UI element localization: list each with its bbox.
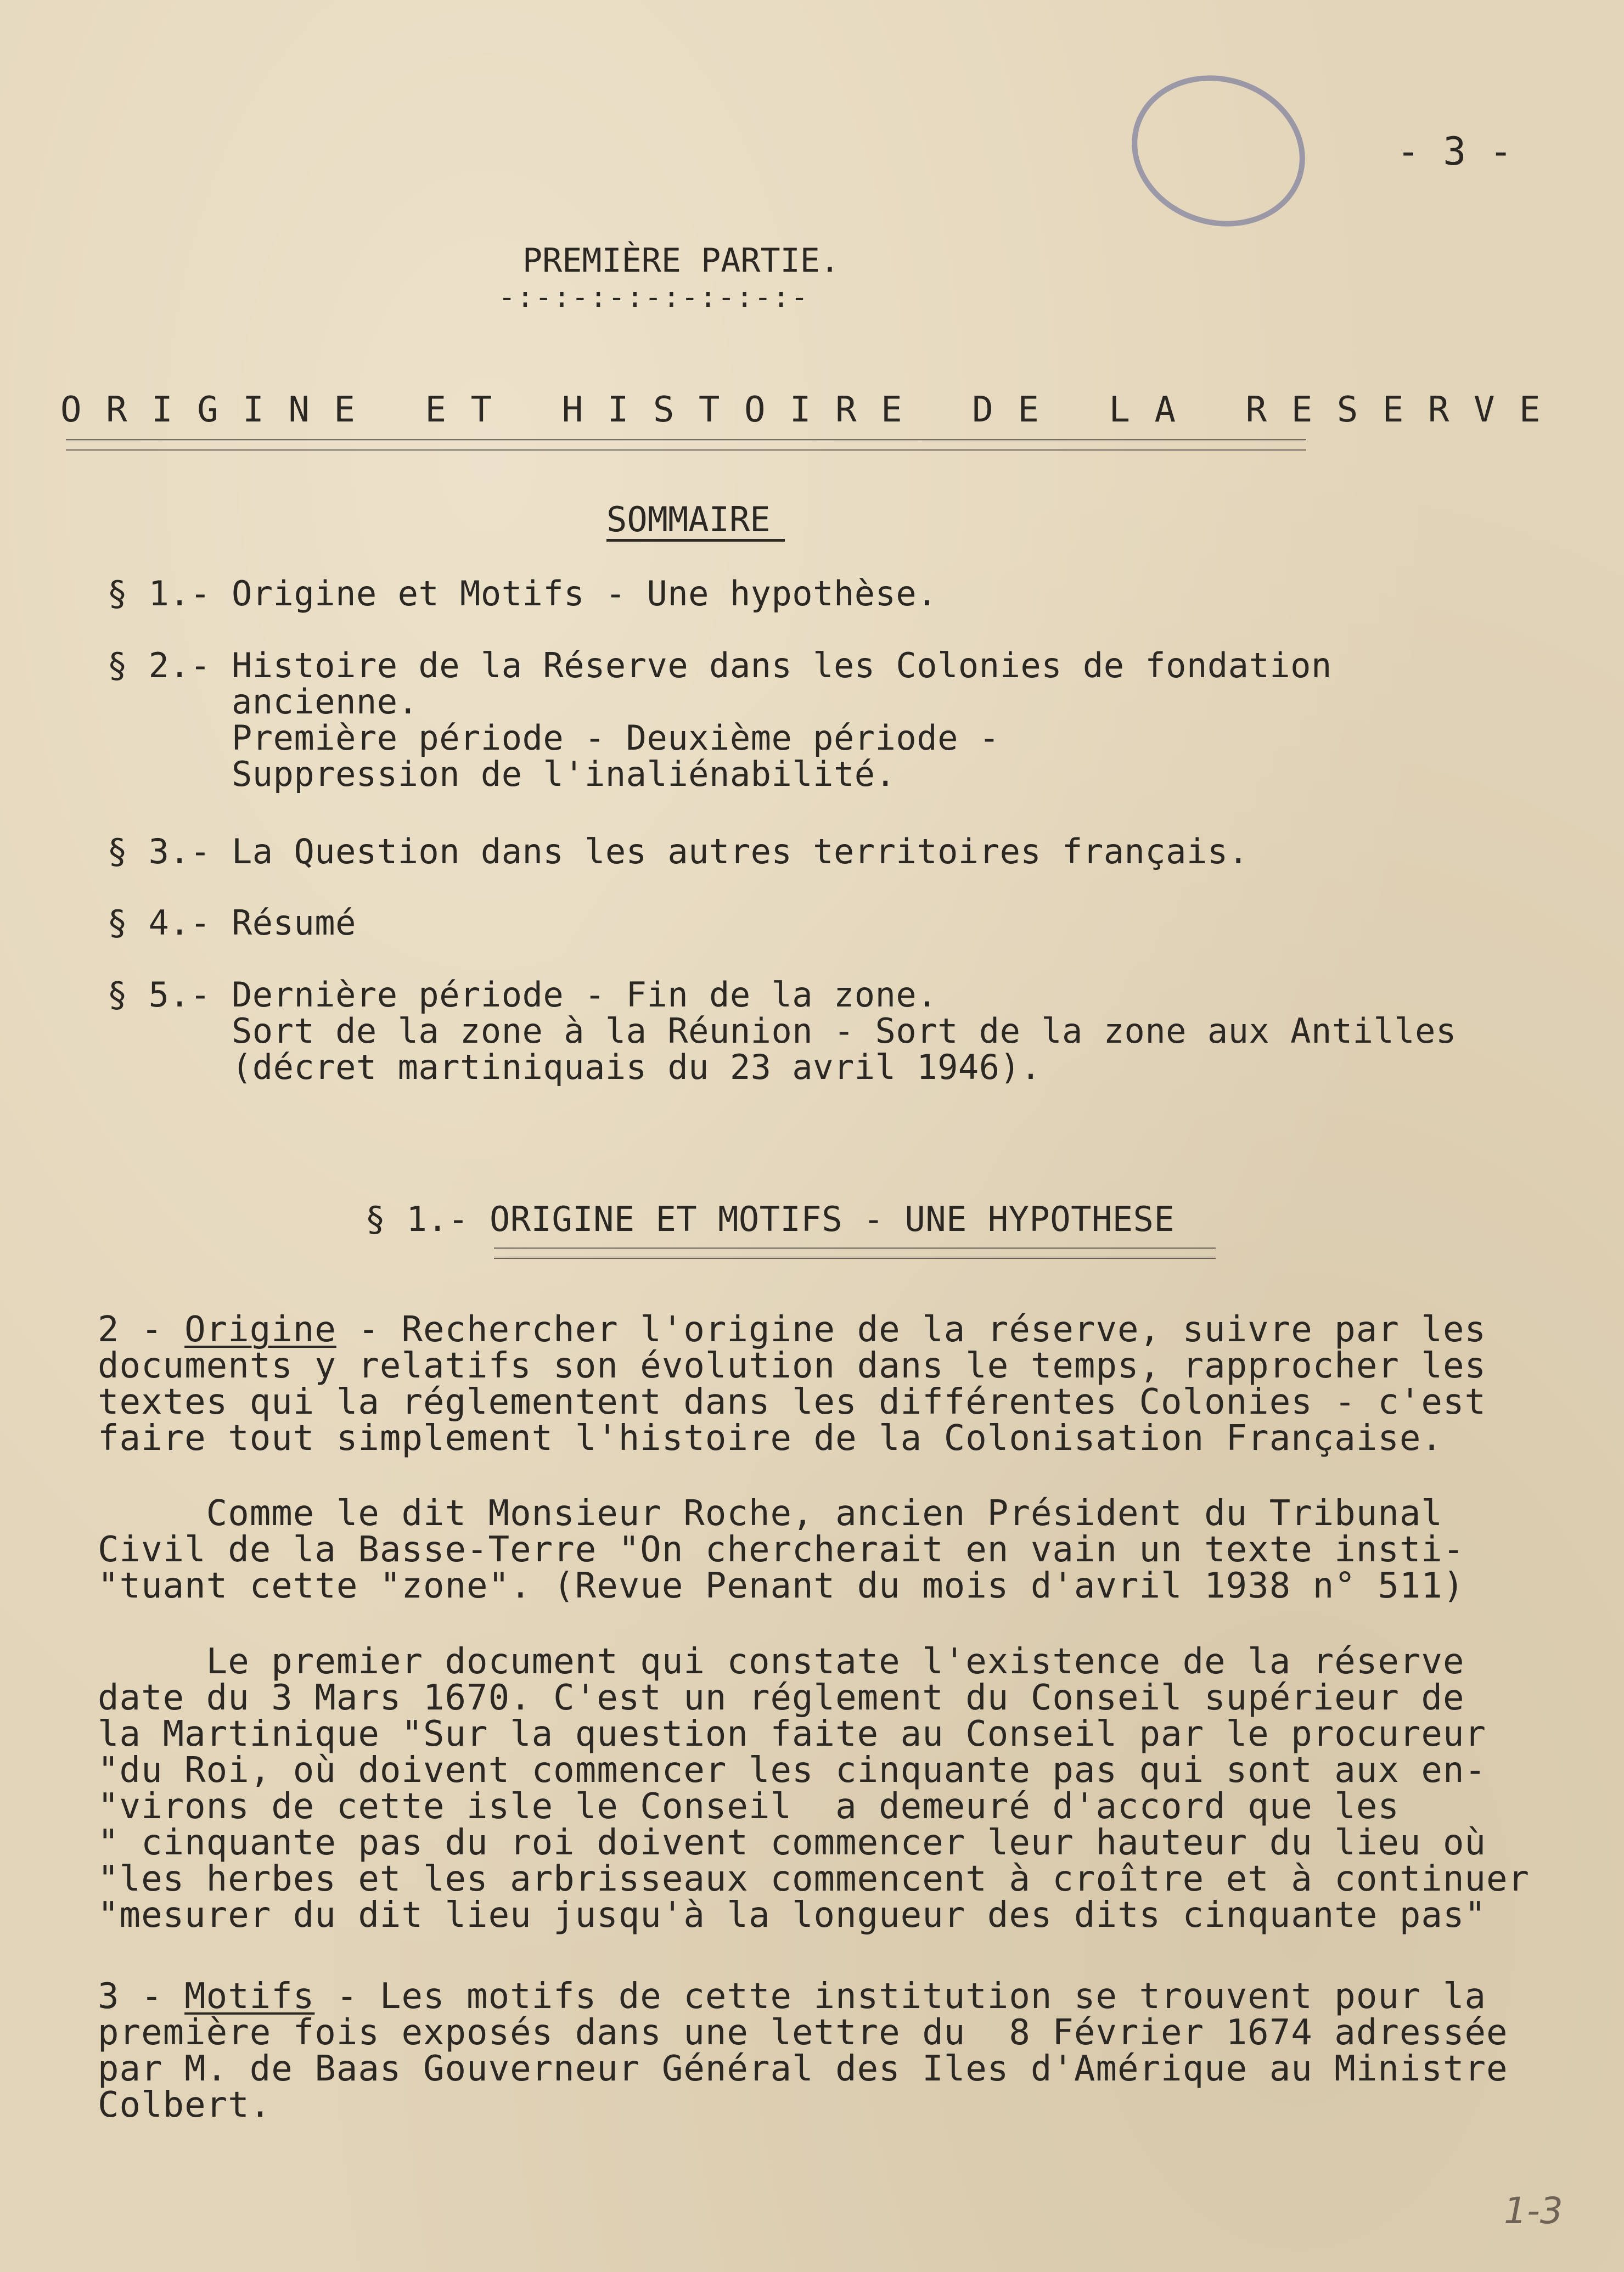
paragraph-2 (98, 1309, 1486, 1459)
sommaire-underline (606, 539, 785, 542)
sommaire-item-4: § 4.- Résumé (107, 903, 356, 943)
archive-stamp (1112, 53, 1325, 249)
section-1-title: ORIGINE ET MOTIFS - UNE HYPOTHESE (489, 1199, 1175, 1239)
paragraph-3-number: 3 - (98, 1976, 185, 2017)
paragraph-3-text: - Les motifs de cette institution se trouvent pour la première fois exposés dans une lettre du 8 Février 1674 adressée par M. de Baas Gouverneur Général des Iles d'Amérique au Ministre Colbert. (98, 1976, 1508, 2125)
sommaire-item-2: § 2.- Histoire de la Réserve dans les Colonies de fondation ancienne. Première période - Deuxième période - Suppression de l'inaliénabilité. (107, 645, 1332, 794)
paragraph-2-number: 2 - (98, 1309, 185, 1350)
part-title-rule: -:-:-:-:-:-:-:-:- (498, 281, 810, 314)
sommaire-title: SOMMAIRE (606, 499, 771, 539)
section-title: O R I G I N E E T H I S T O I R E D E L A R E S E R V E (60, 390, 1542, 430)
section-title-double-rule (66, 439, 1306, 451)
part-title: PREMIÈRE PARTIE. (522, 241, 840, 280)
paragraph-2-heading: Origine (184, 1309, 336, 1350)
sommaire-item-3: § 3.- La Question dans les autres territoires français. (107, 831, 1249, 871)
page-number: - 3 - (1397, 129, 1513, 174)
sommaire-item-1: § 1.- Origine et Motifs - Une hypothèse. (107, 573, 938, 614)
paragraph-2-text: - Rechercher l'origine de la réserve, suivre par les documents y relatifs son évolution dans le temps, rapprocher les textes qui la réglementent dans les différentes Colonies - c'est faire tout simplement l'histoire de la Colonisation Française. (98, 1309, 1486, 1459)
paragraph-1670: Le premier document qui constate l'existence de la réserve date du 3 Mars 1670. C'est un réglement du Conseil supérieur de la Martinique "Sur la question faite au Conseil par le procureur "du Roi, où doivent commencer les cinquante pas qui sont aux en- "virons de cette isle le Conseil a demeuré d'accord que les " cinquante pas du roi doivent commencer leur hauteur du lieu où "les herbes et les arbrisseaux commencent à croître et à continuer "mesurer du dit lieu jusqu'à la longueur des dits cinquante pas" (98, 1641, 1530, 1936)
section-1-heading (365, 1199, 1175, 1239)
section-1-double-rule (494, 1247, 1216, 1259)
folio-annotation: 1-3 (1504, 2190, 1563, 2232)
sommaire-item-5: § 5.- Dernière période - Fin de la zone. Sort de la zone à la Réunion - Sort de la zone aux Antilles (décret martiniquais du 23 avril 1946). (107, 975, 1457, 1087)
section-1-prefix: § 1.- (365, 1199, 490, 1239)
paragraph-roche: Comme le dit Monsieur Roche, ancien Président du Tribunal Civil de la Basse-Terre "On chercherait en vain un texte insti- "tuant cette "zone". (Revue Penant du mois d'avril 1938 n° 511) (98, 1493, 1465, 1606)
paragraph-3-heading: Motifs (184, 1976, 315, 2017)
paragraph-3 (98, 1978, 1508, 2123)
